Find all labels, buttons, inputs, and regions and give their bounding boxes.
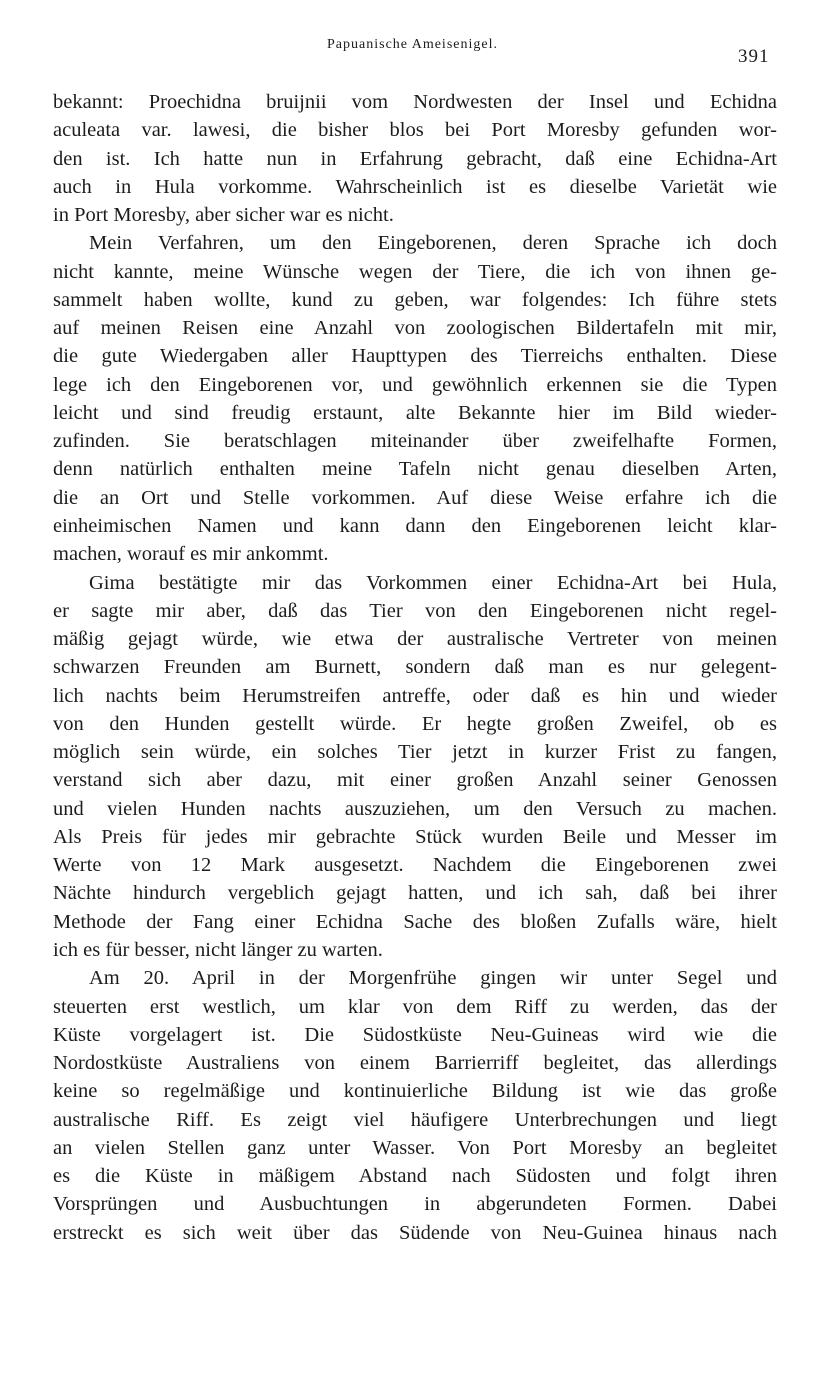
text-line: Als Preis für jedes mir gebrachte Stück wurden Beile und Messer im [53,825,777,848]
text-line: verstand sich aber dazu, mit einer großen Anzahl seiner Genossen [53,769,777,792]
text-line: die an Ort und Stelle vorkommen. Auf diese Weise erfahre ich die [53,486,777,509]
text-line: machen, worauf es mir ankommt. [53,543,329,566]
paragraph [53,88,777,229]
paragraph [53,964,777,1247]
text-line: Küste vorgelagert ist. Die Südostküste Neu-Guineas wird wie die [53,1023,777,1046]
text-line: leicht und sind freudig erstaunt, alte Bekannte hier im Bild wieder- [53,401,777,424]
body-text [53,88,777,1247]
text-line: ich es für besser, nicht länger zu warten. [53,938,383,961]
text-line: Nächte hindurch vergeblich gejagt hatten, und ich sah, daß bei ihrer [53,882,777,905]
text-line: steuerten erst westlich, um klar von dem Riff zu werden, das der [53,995,777,1018]
text-line: einheimischen Namen und kann dann den Eingeborenen leicht klar- [53,514,777,537]
text-line: mäßig gejagt würde, wie etwa der australische Vertreter von meinen [53,628,777,651]
text-line: lich nachts beim Herumstreifen antreffe, oder daß es hin und wieder [53,684,777,707]
paragraph [53,569,777,965]
text-line: auch in Hula vorkomme. Wahrscheinlich ist es dieselbe Varietät wie [53,175,777,198]
text-line: bekannt: Proechidna bruijnii vom Nordwesten der Insel und Echidna [53,91,777,113]
text-line: möglich sein würde, ein solches Tier jetzt in kurzer Frist zu fangen, [53,741,777,764]
text-line: Gima bestätigte mir das Vorkommen einer Echidna-Art bei Hula, [89,571,777,594]
text-line: und vielen Hunden nachts auszuziehen, um den Versuch zu machen. [53,797,777,820]
text-line: nicht kannte, meine Wünsche wegen der Tiere, die ich von ihnen ge- [53,260,777,283]
running-head: Papuanische Ameisenigel. [327,37,498,52]
text-line: von den Hunden gestellt würde. Er hegte großen Zweifel, ob es [53,712,777,735]
text-line: keine so regelmäßige und kontinuierliche Bildung ist wie das große [53,1080,777,1103]
text-line: an vielen Stellen ganz unter Wasser. Von Port Moresby an begleitet [53,1136,777,1159]
text-line: Nordostküste Australiens von einem Barrierriff begleitet, das allerdings [53,1052,777,1075]
paragraph [53,229,777,568]
text-line: erstreckt es sich weit über das Südende von Neu-Guinea hinaus nach [53,1221,777,1244]
text-line: lege ich den Eingeborenen vor, und gewöhnlich erkennen sie die Typen [53,373,777,396]
text-line: Methode der Fang einer Echidna Sache des bloßen Zufalls wäre, hielt [53,910,777,933]
text-line: den ist. Ich hatte nun in Erfahrung gebracht, daß eine Echidna-Art [53,147,777,170]
text-line: Werte von 12 Mark ausgesetzt. Nachdem die Eingeborenen zwei [53,854,777,877]
text-line: die gute Wiedergaben aller Haupttypen des Tierreichs enthalten. Diese [53,345,777,368]
text-line: er sagte mir aber, daß das Tier von den Eingeborenen nicht regel- [53,599,777,622]
text-line: sammelt haben wollte, kund zu geben, war folgendes: Ich führe stets [53,288,777,311]
text-line: aculeata var. lawesi, die bisher blos bei Port Moresby gefunden wor- [53,119,777,142]
text-line: auf meinen Reisen eine Anzahl von zoologischen Bildertafeln mit mir, [53,317,777,340]
text-line: Mein Verfahren, um den Eingeborenen, deren Sprache ich doch [89,232,777,255]
page-number: 391 [738,46,770,67]
text-line: schwarzen Freunden am Burnett, sondern daß man es nur gelegent- [53,656,777,679]
text-line: in Port Moresby, aber sicher war es nicht. [53,204,394,227]
text-line: denn natürlich enthalten meine Tafeln nicht genau dieselben Arten, [53,458,777,481]
text-line: Vorsprüngen und Ausbuchtungen in abgerundeten Formen. Dabei [53,1193,777,1216]
text-line: zufinden. Sie beratschlagen miteinander über zweifelhafte Formen, [53,430,777,453]
text-line: Am 20. April in der Morgenfrühe gingen wir unter Segel und [89,967,777,990]
text-line: es die Küste in mäßigem Abstand nach Südosten und folgt ihren [53,1165,777,1188]
text-line: australische Riff. Es zeigt viel häufigere Unterbrechungen und liegt [53,1108,777,1131]
